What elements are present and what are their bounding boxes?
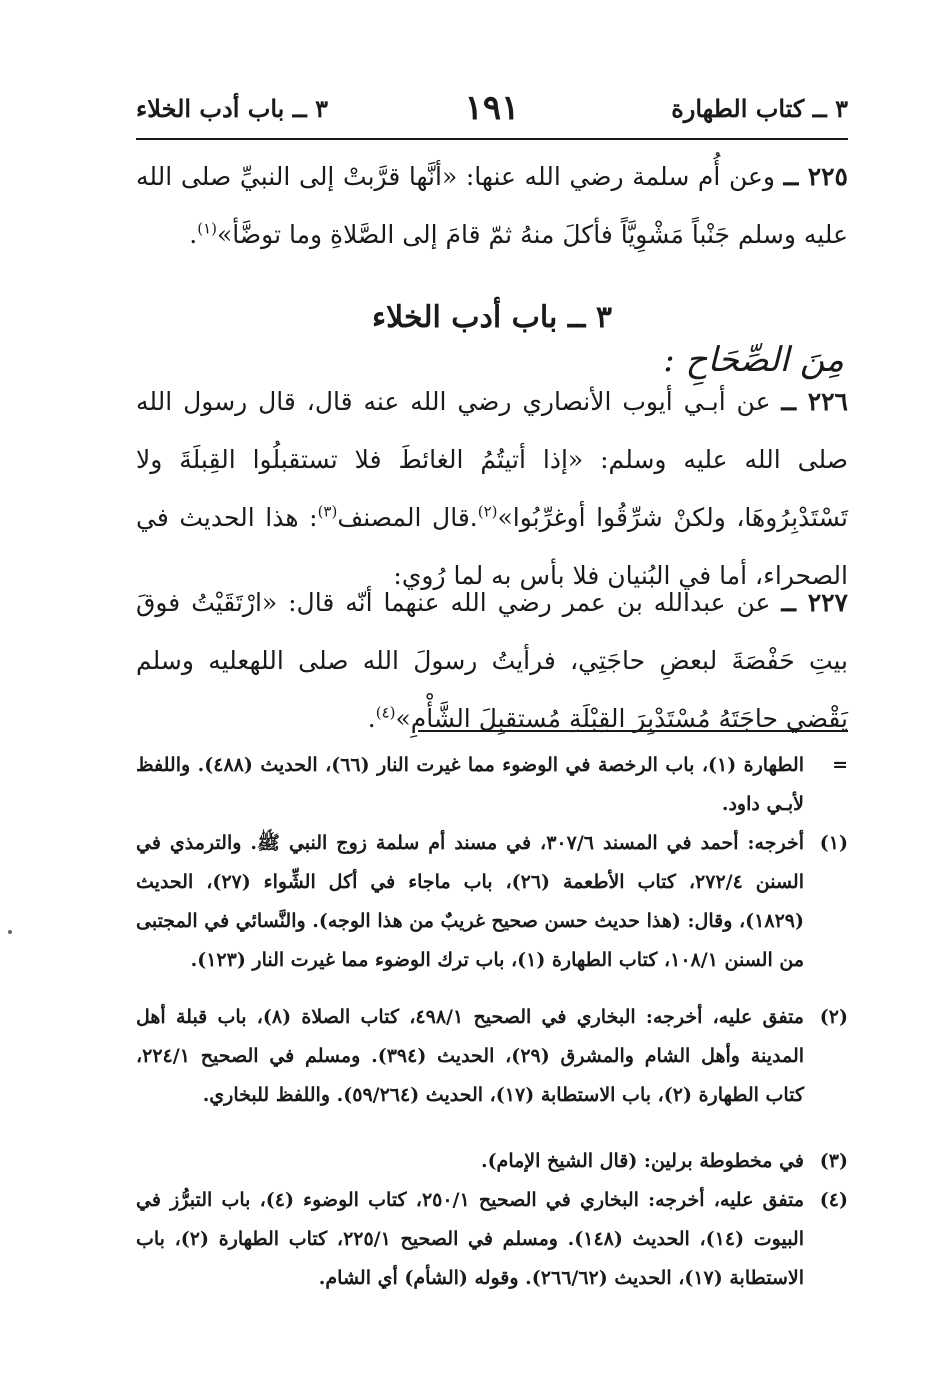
hadith-number: ٢٢٦ ــ	[781, 387, 848, 416]
footnote-mark: (٢)	[819, 1006, 848, 1028]
sentence-end: .	[367, 704, 376, 733]
footnote-text: في مخطوطة برلين: (قال الشيخ الإمام).	[480, 1150, 804, 1172]
header-rule	[136, 138, 848, 140]
footnote-ref: (٤)	[375, 703, 396, 722]
footnote-text: متفق عليه، أخرجه: البخاري في الصحيح ٤٩٨/١، كتاب الصلاة (٨)، باب قبلة أهل المدينة وأهل الشام والمشرق (٢٩)، الحديث (٣٩٤). ومسلم في الصحيح ٢٢٤/١، كتاب الطهارة (٢)، باب الاستطابة (١٧)، الحديث (٥٩/٢٦٤). واللفظ للبخاري.	[136, 1006, 805, 1106]
hadith-text: وعن أُم سلمة رضي الله عنها: «أنَّها قرَّبتْ إلى النبيِّ صلى الله عليه وسلم جَنْباً مَشْوِيَّاً فأكلَ منهُ ثمّ قامَ إلى الصَّلاةِ وما توضَّأ»	[136, 162, 848, 249]
footnote-text: الطهارة (١)، باب الرخصة في الوضوء مما غيرت النار (٦٦)، الحديث (٤٨٨). واللفظ لأبـي داود.	[136, 754, 804, 815]
hadith-227	[136, 574, 848, 748]
footnote-continued	[136, 746, 848, 824]
hadith-225	[136, 148, 848, 264]
footnote-2	[136, 998, 848, 1115]
page-number: ١٩١	[464, 88, 520, 128]
hadith-text: عن أبـي أيوب الأنصاري رضي الله عنه قال، قال رسول الله صلى الله عليه وسلم: «إذا أتيتُمُ الغائطَ فلا تستقبلُوا القِبلَةَ ولا تَسْتَدْبِرُوهَا، ولكنْ شرِّقُوا أوغرِّبُوا»	[136, 387, 848, 532]
footnote-mark: (٣)	[819, 1150, 848, 1172]
hadith-text: عن عبدالله بن عمر رضي الله عنهما أنّه قال: «ارْتَقَيْتُ فوقَ بيتِ حَفْصَةَ لبعضِ حاجَتِي، فرأيتُ رسولَ الله صلى اللهعليه وسلم يَقْضي حاجَتَهُ مُسْتَدْبِرَ القِبْلَةِ مُستقبِلَ الشَّأْمِ»	[136, 588, 848, 733]
footnote-1	[136, 824, 848, 980]
footnote-text: أخرجه: أحمد في المسند ٣٠٧/٦، في مسند أم سلمة زوج النبي ﷺ. والترمذي في السنن ٢٧٢/٤، كتاب الأطعمة (٢٦)، باب ماجاء في أكل الشِّواء (٢٧)، الحديث (١٨٢٩)، وقال: (هذا حديث حسن صحيح غريبٌ من هذا الوجه). والنَّسائي في المجتبى من السنن ١٠٨/١، كتاب الطهارة (١)، باب ترك الوضوء مما غيرت النار (١٢٣).	[136, 832, 804, 971]
footnote-ref: (١)	[197, 219, 218, 238]
section-subheading: مِنَ الصِّحَاحِ :	[663, 340, 844, 380]
footnote-3	[136, 1142, 848, 1181]
footnote-separator	[418, 730, 848, 732]
footnote-mark: =	[832, 754, 848, 776]
header-book-title: ٣ ــ كتاب الطهارة	[671, 94, 848, 123]
footnote-4	[136, 1181, 848, 1298]
hadith-226	[136, 373, 848, 605]
hadith-number: ٢٢٥ ــ	[783, 162, 848, 191]
footnote-ref: (٢)	[477, 502, 498, 521]
author-note-text: : هذا الحديث في الصحراء، أما في البُنيان فلا بأس به لما رُوي:	[136, 503, 848, 590]
scan-speck	[8, 930, 12, 934]
footnote-text: متفق عليه، أخرجه: البخاري في الصحيح ٢٥٠/١، كتاب الوضوء (٤)، باب التبرُّز في البيوت (١٤)، الحديث (١٤٨). ومسلم في الصحيح ٢٢٥/١، كتاب الطهارة (٢)، باب الاستطابة (١٧)، الحديث (٢٦٦/٦٢). وقوله (الشأم) أي الشام.	[136, 1189, 804, 1289]
footnote-ref: (٣)	[317, 502, 338, 521]
running-header	[136, 90, 848, 130]
section-title: ٣ ــ باب أدب الخلاء	[372, 300, 612, 335]
author-note-label: .قال المصنف	[337, 503, 478, 532]
footnote-mark: (٤)	[819, 1189, 848, 1211]
header-chapter-title: ٣ ــ باب أدب الخلاء	[136, 94, 328, 123]
sentence-end: .	[189, 220, 198, 249]
hadith-number: ٢٢٧ ــ	[781, 588, 848, 617]
footnote-mark: (١)	[819, 832, 848, 854]
